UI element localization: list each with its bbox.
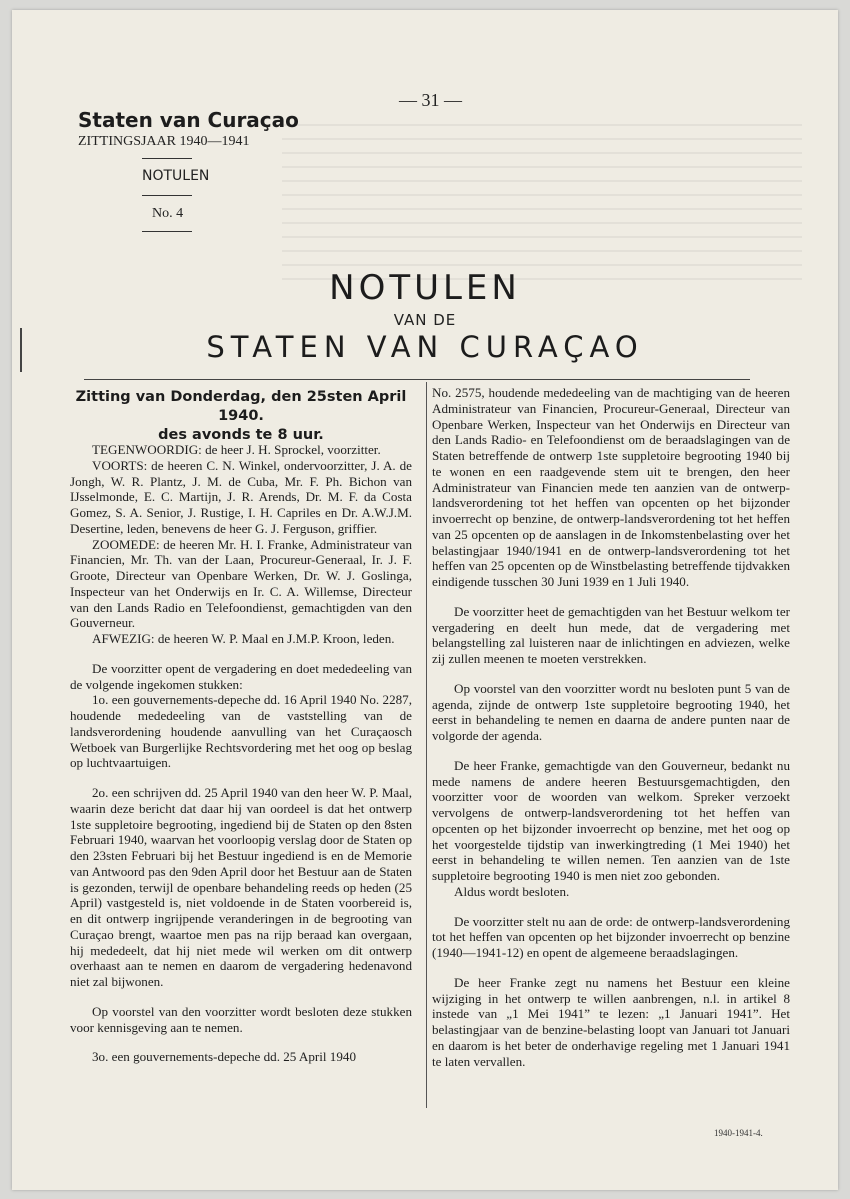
bleed-through-texture — [282, 120, 802, 280]
footer-code: 1940-1941-4. — [714, 1128, 763, 1138]
paragraph: De voorzitter heet de gemachtigden van het Bestuur welkom ter vergadering en deelt hun mede, dat de vergadering met belangstelling zal luisteren naar de inlichtingen en adviezen, welke zij zullen meenen te moeten verstrekken. — [432, 603, 790, 666]
session-line-1: Zitting van Donderdag, den 25sten April 1940. — [75, 389, 407, 424]
header-rule — [142, 231, 192, 232]
paragraph: 3o. een gouvernements-depeche dd. 25 April 1940 — [92, 1049, 356, 1065]
paragraph: 2o. een schrijven dd. 25 April 1940 van den heer W. P. Maal, waarin deze bericht dat daar hij van oordeel is dat het ontwerp 1ste suppletoire begrooting, ingediend bij de Staten op den 8sten Februari 1940, waarvan het voorloopig verslag door de Staten op den 23sten Februari bij het Bestuur ingediend is en de Memorie van Antwoord pas den 9den April door het Bestuur aan de Staten is gezonden, terwijl de openbare behandeling reeds op heden (25 April) vastgesteld is, niet voldoende in de Staten voorbereid is, en dit ontwerp ingrijpende veranderingen in de begrooting van Curaçao brengt, waartoe men pas na rijp beraad kan overgaan, hij mededeelt, dat hij niet mede wil werken om dit ontwerp overhaast aan te nemen en daarom de vergadering hedenavond niet zal bijwonen. — [70, 785, 412, 989]
right-column — [432, 385, 790, 1069]
attendance-representatives: ZOOMEDE: de heeren Mr. H. I. Franke, Administrateur van Financien, Mr. Th. van der Laan, Procureur-Generaal, Ir. J. F. Groote, Directeur van Openbare Werken, Dr. W. J. Goslinga, Inspecteur van het Onderwijs en Ir. C. A. Willemse, Directeur van den Lands Radio en Telefoondienst, gemachtigden van den Gouverneur. — [70, 536, 412, 631]
title-rule — [84, 379, 750, 380]
header-section: NOTULEN — [142, 168, 210, 184]
paragraph: Op voorstel van den voorzitter wordt besloten deze stukken voor kennisgeving aan te nemen. — [70, 1003, 412, 1035]
session-line-2: des avonds te 8 uur. — [158, 427, 324, 443]
session-year: ZITTINGSJAAR 1940—1941 — [78, 134, 250, 149]
header-rule — [142, 158, 192, 159]
attendance-absent: AFWEZIG: de heeren W. P. Maal en J.M.P. Kroon, leden. — [92, 631, 395, 646]
attendance-also: VOORTS: de heeren C. N. Winkel, ondervoorzitter, J. A. de Jongh, W. R. Plantz, J. M. de Cuba, Mr. F. Ph. Bichon van IJsselmonde, E. C. Martijn, J. R. Arends, Dr. M. F. da Costa Gomez, S. A. Senior, J. Rustige, I. H. Capriles en Dr. A.W.J.M. Desertine, leden, benevens de heer G. J. Ferguson, griffier. — [70, 457, 412, 536]
paragraph: 1o. een gouvernements-depeche dd. 16 April 1940 No. 2287, houdende mededeeling van de vaststelling van de landsverordening houdende aanvulling van het Curaçaosch Wetboek van Burgerlijke Rechtsvordering met het oog op beslag op luchtvaartuigen. — [70, 692, 412, 771]
paragraph: Op voorstel van den voorzitter wordt nu besloten punt 5 van de agenda, zijnde de ontwerp 1ste suppletoire begrooting 1940, het eerst in behandeling te nemen en daarna de andere punten naar de volgorde der agenda. — [432, 680, 790, 743]
main-title: NOTULEN — [329, 268, 521, 308]
header-number: No. 4 — [152, 206, 184, 221]
main-title-body: STATEN VAN CURAÇAO — [206, 330, 644, 364]
session-heading — [70, 388, 412, 445]
document-page — [12, 10, 838, 1190]
paragraph: Aldus wordt besloten. — [454, 883, 570, 899]
paragraph: De voorzitter stelt nu aan de orde: de ontwerp-landsverordening tot het heffen van opcenten op het bijzonder invoerrecht op benzine (1940—1941-12) en opent de algemeene beraadslagingen. — [432, 913, 790, 960]
attendance-present: TEGENWOORDIG: de heer J. H. Sprockel, voorzitter. — [92, 442, 381, 457]
page-number: — 31 — — [399, 90, 462, 110]
paragraph: De voorzitter opent de vergadering en doet mededeeling van de volgende ingekomen stukken: — [70, 660, 412, 692]
left-column — [70, 442, 412, 1065]
main-title-sub: VAN DE — [393, 311, 457, 329]
header-title: Staten van Curaçao — [78, 108, 299, 132]
paragraph: De heer Franke zegt nu namens het Bestuur een kleine wijziging in het ontwerp te willen aanbrengen, n.l. in artikel 8 instede van „1 Mei 1941” te lezen: „1 Januari 1941”. Het belastingjaar van de benzine-belasting loopt van Januari tot Januari en daarom is het beter de onderhavige regeling met 1 Januari 1941 te laten vervallen. — [432, 974, 790, 1069]
paragraph: De heer Franke, gemachtigde van den Gouverneur, bedankt nu mede namens de andere heeren Bestuursgemachtigden, den voorzitter voor de woorden van welkom. Spreker verzoekt vervolgens de ontwerp-landsverordening tot het heffen van opcenten op het bijzonder invoerrecht op benzine, met het oog op het voorgestelde tijdstip van inwerkingtreding (1 Mei 1940) het eerst in behandeling te willen nemen. Ten aanzien van de 1ste suppletoire begrooting 1940 is men niet zoo gebonden. — [432, 757, 790, 883]
header-rule — [142, 195, 192, 196]
paragraph: No. 2575, houdende mededeeling van de machtiging van de heeren Administrateur van Financien, Procureur-Generaal, Directeur van Openbare Werken, Inspecteur van het Onderwijs en Directeur van den Lands Radio- en Telefoondienst om de beraadslagingen van de Staten betreffende de ontwerp 1ste suppletoire begrooting 1940 bij te wonen en een raadgevende stem uit te brengen, den heer Administrateur van Financien mede ten aanzien van de ontwerp-landsverordening tot het heffen van opcenten op het bijzonder invoerrecht op benzine, de ontwerp-landsverordening tot het heffen van 25 opcenten op de aanslagen in de Inkomstenbelasting over het belastingjaar 1940/1941 en de ontwerp-landsverordening tot het heffen van 25 opcenten op de Winstbelasting betreffende tijdvakken eindigende tusschen 30 Juni 1939 en 1 Juli 1940. — [432, 385, 790, 589]
column-divider — [426, 382, 427, 1108]
